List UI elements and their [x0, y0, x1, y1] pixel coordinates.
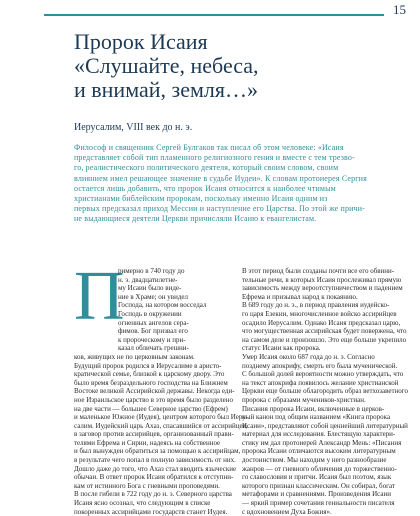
text-line: казал обличать грешни- [118, 344, 189, 353]
text-line: Философ и священник Сергей Булгаков так писал об этом человеке: «Исаия [74, 143, 344, 152]
text-line: Умер Исаия около 687 года до н. э. Согласно [242, 352, 375, 361]
text-line: телями Ефрема и Сирии, надеясь на собственное [74, 438, 221, 447]
text-line: кам от истинного Бога с гневными проповедями. [74, 481, 220, 490]
text-line: стику им дал протоиерей Александр Мень: «Писания [242, 438, 402, 447]
text-line: метафорами и сравнениями. Произведения Исаии [242, 490, 391, 499]
text-line: покоренных ассирийцами государств станет Иудея. [74, 507, 228, 516]
body-columns [74, 258, 409, 516]
text-line: с вдохновением Духа Божия». [242, 507, 332, 516]
text-line: обычаи. В ответ пророк Исаия обратился к отступни- [74, 473, 234, 482]
text-line: Ефрема и призывал народ к покаянию. [242, 292, 358, 301]
page-number: 15 [393, 2, 406, 17]
header-rule [44, 14, 384, 16]
text-line: Исаия ясно осознал, что следующим в списке [74, 499, 211, 508]
title-line: «Слушайте, небеса, [74, 53, 259, 78]
text-line: в заговор против ассирийцев, организованный прави- [74, 430, 234, 439]
text-line: кратической семье, близкой к царскому двору. Это [74, 370, 225, 379]
text-line: остается лишь добавить, что пророк Исаия относится к наиболее чтимым [74, 183, 336, 193]
text-line: на две части — большее Северное царство (Ефрем) [74, 404, 228, 413]
text-line: на текст апокрифа появилось желание христианской [242, 378, 399, 387]
text-line: пророка Исаии отличаются высоким литературным [242, 447, 396, 456]
text-line: — яркий пример сочетания гениальности писателя [242, 499, 395, 508]
text-line: В 689 году до н. э., в период правления иудейско- [242, 301, 390, 310]
text-line: го славословия и притчи. Исаия был поэтом, язык [242, 473, 392, 482]
text-line: тельные речи, в которых Исаия прослеживал прямую [242, 275, 402, 284]
chapter-subtitle: Иерусалим, VIII век до н. э. [74, 122, 193, 133]
text-line: ков, живущих не по церковным законам. [74, 352, 195, 361]
text-line: фимов. Бог призвал его [118, 327, 188, 336]
text-line: влиянием имел решающее значение в судьбе Иудеи». К словам протоиерея Сергия [74, 173, 367, 183]
text-line: Церкви еще больше облагородить образ ветхозаветного [242, 387, 409, 396]
text-line: жанров — от гневного обличения до торжественно- [242, 464, 397, 473]
title-line: и внимай, земля…» [74, 77, 258, 102]
text-line: Будущий пророк родился в Иерусалиме в аристо- [74, 361, 222, 370]
abstract [74, 143, 396, 225]
text-line: Писания пророка Исаии, включенные в церков- [242, 404, 385, 413]
dropcap: П [74, 258, 125, 335]
text-line: достоинством. Мы находим у него разнообразие [242, 456, 387, 465]
text-line: и маленькое Южное (Иудея), центром которого был Иеру- [74, 413, 249, 422]
text-line: Дошло даже до того, что Ахаз стал вводить языческие [74, 464, 237, 473]
text-line: Востоке великой Ассирийской державы. Некогда еди- [74, 387, 235, 396]
text-line: в результате чего попал в полную зависимость от них. [74, 456, 236, 465]
text-line: В этот период были созданы почти все его обвини- [242, 267, 395, 275]
text-line: го царя Езекии, многочисленное войско ассирийцев [242, 309, 397, 318]
text-line: зависимость между вероотступничеством и падением [242, 284, 403, 293]
text-line: не выдающиеся деятели Церкви причисляли Исаию к евангелистам. [74, 214, 317, 224]
text-line: му Исаии было виде- [118, 284, 182, 293]
text-line: осадило Иерусалим. Однако Исаия предсказал царю, [242, 318, 401, 327]
text-line: которого признан классическим. Он собирал, богат [242, 481, 395, 490]
text-line: представляет собой тип пламенного религиозного гения и вместе с тем трезво- [74, 153, 355, 163]
text-line: огненных ангелов сера- [118, 318, 189, 327]
text-line: С большой долей вероятности можно утверждать, что [242, 370, 404, 379]
text-line: христианами библейским пророкам, поскольку именно Исаия одним из [74, 194, 328, 204]
text-line: было время безраздельного господства на Ближнем [74, 378, 228, 387]
text-line: салим. Иудейский царь Ахаз, спасавшийся от ассирийцев, [74, 421, 248, 430]
text-line: ное Израильское царство в это время было разделено [74, 395, 234, 404]
text-line: на самом деле и произошло. Это еще больше укрепило [242, 335, 407, 344]
title-line: Пророк Исаия [74, 29, 208, 54]
text-line: статус Исаии как пророка. [242, 344, 321, 353]
text-line: материал для исследования. Блестящую характери- [242, 430, 396, 439]
text-line: пророка с образами мучеников-христиан. [242, 395, 366, 404]
text-line: Господь в окружении [118, 309, 182, 318]
text-line: В после гибели в 722 году до н. э. Северного царства [74, 490, 232, 499]
right-column [242, 267, 409, 516]
text-line: позднему апокрифу, смерть его была мученической. [242, 361, 398, 370]
text-line: Исаии», представляют собой ценнейший литературный [242, 421, 408, 430]
text-line: Господа, на котором восседал [118, 301, 207, 310]
text-line: римерно в 740 году до [118, 267, 185, 275]
text-line: и был вынужден обратиться за помощью к ассирийцам, [74, 447, 241, 456]
left-column [74, 258, 249, 516]
text-line: что могущественная ассирийская будет повержена, что [242, 327, 407, 336]
text-line: к пророческому и при- [118, 335, 186, 344]
chapter-title [74, 30, 404, 102]
text-line: ние в Храме; он увидел [118, 292, 189, 301]
text-line: го, реалистического политического деятеля, который своим словом, своим [74, 163, 339, 173]
text-line: н. э. двадцатилетне- [118, 275, 178, 284]
text-line: ный канон под общим названием «Книга пророка [242, 413, 391, 422]
text-line: первых предсказал приход Мессии и наступление его Царства. По этой же причи- [74, 204, 365, 214]
